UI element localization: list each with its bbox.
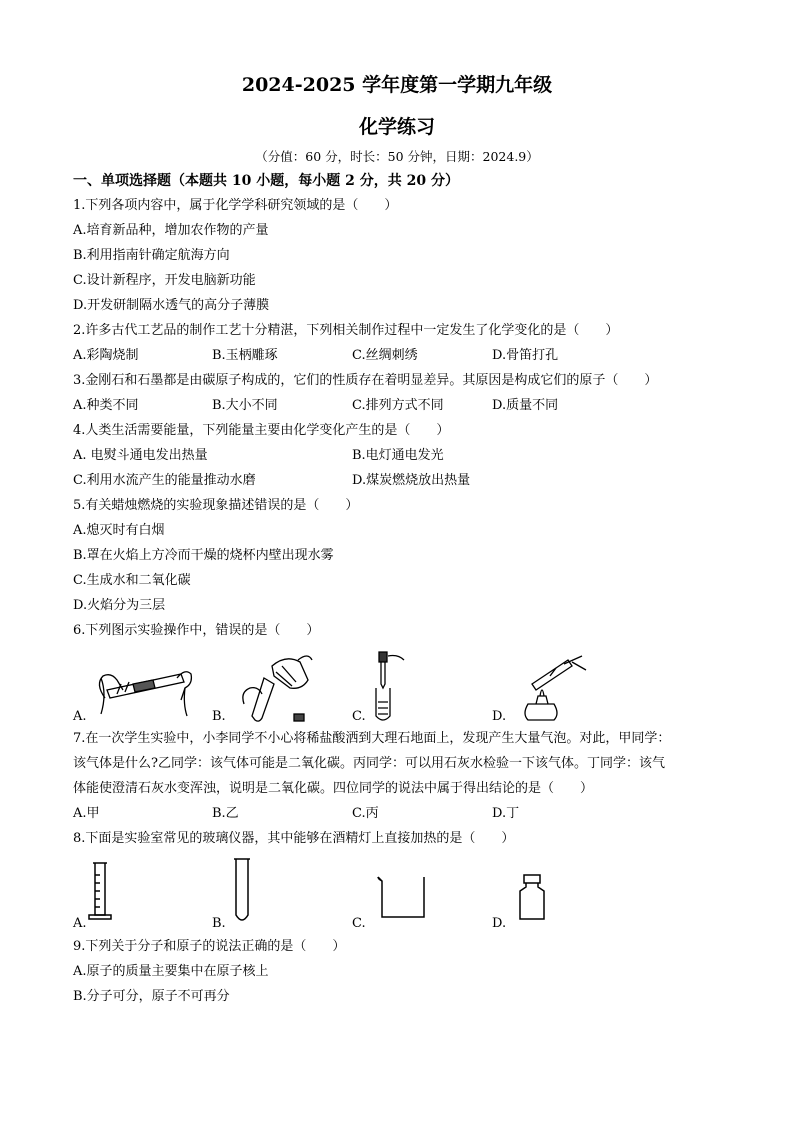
question-3-option-d: D.质量不同 — [492, 398, 559, 413]
section-heading: 一、单项选择题（本题共 10 小题，每小题 2 分，共 20 分） — [73, 173, 459, 189]
question-4-option-b: B.电灯通电发光 — [352, 448, 444, 463]
question-6-option-b-label: B. — [212, 709, 226, 724]
question-3-option-a: A.种类不同 — [73, 398, 139, 413]
tube-stopper-illustration — [73, 648, 193, 724]
question-1-option-b: B.利用指南针确定航海方向 — [73, 248, 230, 263]
question-3-stem: 3.金刚石和石墨都是由碳原子构成的，它们的性质存在着明显差异。其原因是构成它们的原子（ ） — [73, 373, 658, 388]
question-7-line-1: 7.在一次学生实验中，小李同学不小心将稀盐酸洒到大理石地面上，发现产生大量气泡。对此，甲同学： — [73, 731, 671, 746]
question-9-stem: 9.下列关于分子和原子的说法正确的是（ ） — [73, 939, 346, 954]
question-8-option-a — [73, 855, 153, 931]
question-2-option-d: D.骨笛打孔 — [492, 348, 559, 363]
question-5-option-a: A.熄灭时有白烟 — [73, 523, 165, 538]
question-6-option-b — [212, 648, 322, 724]
question-9-option-a: A.原子的质量主要集中在原子核上 — [73, 964, 269, 979]
exam-title: 2024-2025 学年度第一学期九年级 — [241, 74, 553, 96]
question-4-option-a: A. 电熨斗通电发出热量 — [73, 448, 208, 463]
question-8-option-d-label: D. — [492, 916, 507, 931]
question-1-option-c: C.设计新程序，开发电脑新功能 — [73, 273, 256, 288]
question-8-option-c — [352, 855, 442, 931]
question-8-option-d — [492, 855, 572, 931]
question-5-option-d: D.火焰分为三层 — [73, 598, 166, 613]
question-2-option-b: B.玉柄雕琢 — [212, 348, 278, 363]
question-5-stem: 5.有关蜡烛燃烧的实验现象描述错误的是（ ） — [73, 498, 359, 513]
heating-tube-illustration — [492, 648, 592, 724]
question-7-option-c: C.丙 — [352, 806, 379, 821]
question-6-option-d — [492, 648, 592, 724]
question-5-option-b: B.罩在火焰上方冷而干燥的烧杯内壁出现水雾 — [73, 548, 334, 563]
question-4-option-c: C.利用水流产生的能量推动水磨 — [73, 473, 256, 488]
question-7-line-3: 体能使澄清石灰水变浑浊，说明是二氧化碳。四位同学的说法中属于得出结论的是（ ） — [73, 781, 594, 796]
question-1-option-a: A.培育新品种，增加农作物的产量 — [73, 223, 269, 238]
question-3-option-b: B.大小不同 — [212, 398, 278, 413]
question-2-stem: 2.许多古代工艺品的制作工艺十分精湛，下列相关制作过程中一定发生了化学变化的是（ ） — [73, 323, 619, 338]
question-1-option-d: D.开发研制隔水透气的高分子薄膜 — [73, 298, 270, 313]
question-8-option-b — [212, 855, 292, 931]
question-6-option-a — [73, 648, 193, 724]
question-2-option-a: A.彩陶烧制 — [73, 348, 139, 363]
exam-meta: （分值：60 分，时长：50 分钟，日期：2024.9） — [255, 149, 539, 164]
pouring-reagent-illustration — [212, 648, 322, 724]
question-7-option-b: B.乙 — [212, 806, 239, 821]
question-6-stem: 6.下列图示实验操作中，错误的是（ ） — [73, 623, 320, 638]
question-8-option-c-label: C. — [352, 916, 366, 931]
question-8-option-b-label: B. — [212, 916, 226, 931]
question-7-option-a: A.甲 — [73, 806, 100, 821]
question-4-option-d: D.煤炭燃烧放出热量 — [352, 473, 471, 488]
question-6-option-a-label: A. — [73, 709, 87, 724]
exam-subtitle: 化学练习 — [358, 116, 435, 138]
question-2-option-c: C.丝绸刺绣 — [352, 348, 418, 363]
question-5-option-c: C.生成水和二氧化碳 — [73, 573, 191, 588]
question-9-option-b: B.分子可分，原子不可再分 — [73, 989, 230, 1004]
question-8-stem: 8.下面是实验室常见的玻璃仪器，其中能够在酒精灯上直接加热的是（ ） — [73, 831, 515, 846]
question-3-option-c: C.排列方式不同 — [352, 398, 444, 413]
question-8-option-a-label: A. — [73, 916, 87, 931]
question-4-stem: 4.人类生活需要能量，下列能量主要由化学变化产生的是（ ） — [73, 423, 450, 438]
question-7-line-2: 该气体是什么?乙同学：该气体可能是二氧化碳。丙同学：可以用石灰水检验一下该气体。丁同学：该气 — [73, 756, 665, 771]
question-7-option-d: D.丁 — [492, 806, 520, 821]
question-1-stem: 1.下列各项内容中，属于化学学科研究领域的是（ ） — [73, 198, 398, 213]
question-6-option-c-label: C. — [352, 709, 366, 724]
question-6-option-c — [352, 648, 412, 724]
question-6-option-d-label: D. — [492, 709, 507, 724]
